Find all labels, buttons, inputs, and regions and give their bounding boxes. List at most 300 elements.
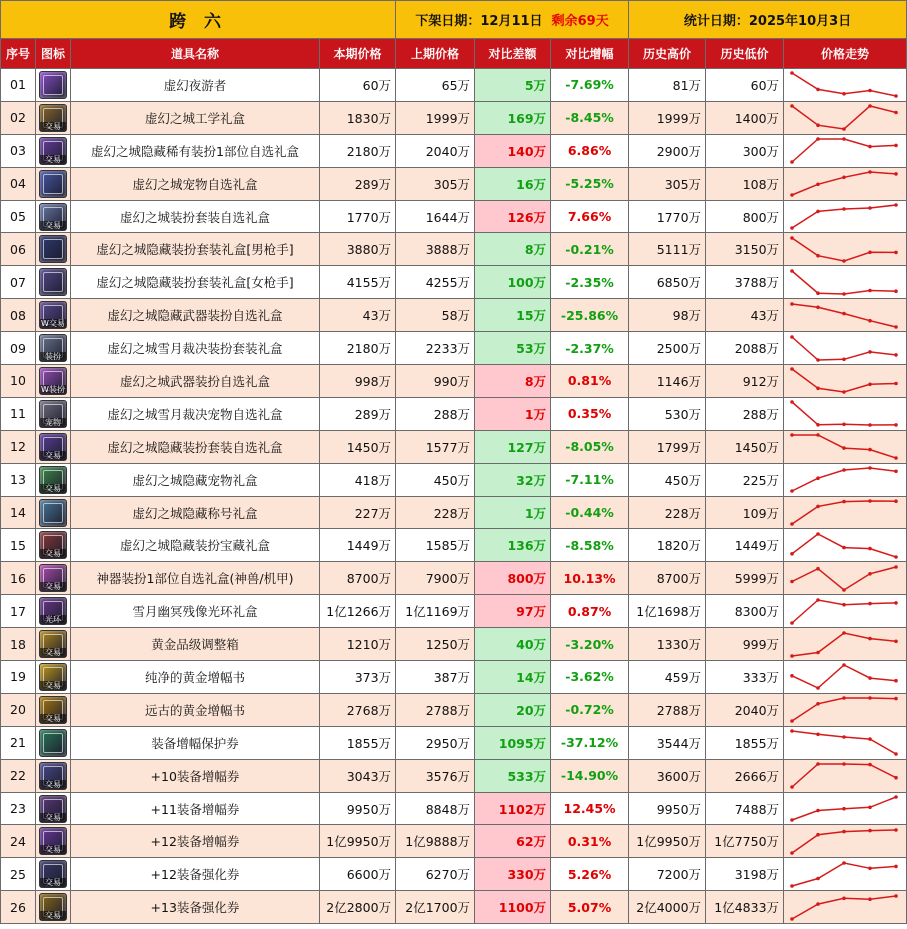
price-diff: 140万 [475, 134, 551, 167]
trend-point [842, 588, 846, 592]
current-price: 4155万 [320, 266, 396, 299]
previous-price: 6270万 [396, 858, 475, 891]
trend-point [868, 448, 872, 452]
trend-point [868, 383, 872, 387]
price-trend-cell [784, 430, 907, 463]
previous-price: 288万 [396, 397, 475, 430]
icon-tag: 交易 [40, 813, 66, 822]
trend-point [868, 866, 872, 870]
trend-point [842, 176, 846, 180]
snow-moon-box-icon [39, 334, 67, 362]
icon-tag: 交易 [40, 549, 66, 558]
trend-point [868, 319, 872, 323]
icon-tag: W交易 [41, 319, 65, 329]
trend-line [792, 633, 896, 656]
trend-point [816, 762, 820, 766]
trend-point [816, 505, 820, 509]
price-trend-sparkline [784, 530, 904, 561]
history-high: 2788万 [629, 693, 706, 726]
trend-point [842, 546, 846, 550]
previous-price: 1585万 [396, 529, 475, 562]
price-diff: 1102万 [475, 792, 551, 825]
trend-point [868, 466, 872, 470]
row-number: 25 [1, 858, 36, 891]
current-price: 1449万 [320, 529, 396, 562]
trend-point [816, 833, 820, 837]
trend-point [894, 289, 898, 293]
item-name: 虚幻之城隐藏武器装扮自选礼盒 [71, 299, 320, 332]
row-number: 17 [1, 595, 36, 628]
price-trend-cell [784, 233, 907, 266]
trend-point [816, 183, 820, 187]
trend-point [790, 818, 794, 822]
price-change-pct: 5.07% [551, 891, 629, 924]
previous-price: 387万 [396, 661, 475, 694]
item-name: +10装备增幅券 [71, 759, 320, 792]
item-name: 虚幻之城隐藏称号礼盒 [71, 496, 320, 529]
current-price: 2180万 [320, 332, 396, 365]
trend-point [868, 636, 872, 640]
trend-point [868, 763, 872, 767]
trend-point [894, 144, 898, 148]
item-icon-cell [36, 529, 71, 562]
item-icon-cell [36, 693, 71, 726]
previous-price: 4255万 [396, 266, 475, 299]
trend-line [792, 402, 896, 425]
item-name: 虚幻之城宠物自选礼盒 [71, 167, 320, 200]
pet-box-icon [39, 170, 67, 198]
trend-point [816, 902, 820, 906]
col-header-pct: 对比增幅 [551, 39, 629, 69]
item-icon-cell [36, 430, 71, 463]
trend-point [894, 250, 898, 254]
trend-point [790, 160, 794, 164]
trend-point [790, 884, 794, 888]
previous-price: 2040万 [396, 134, 475, 167]
trend-point [894, 203, 898, 207]
row-number: 14 [1, 496, 36, 529]
trend-point [868, 738, 872, 742]
trend-point [842, 861, 846, 865]
item-icon-cell [36, 397, 71, 430]
table-row [1, 529, 907, 562]
current-price: 2亿2800万 [320, 891, 396, 924]
price-trend-cell [784, 200, 907, 233]
price-trend-cell [784, 529, 907, 562]
price-trend-sparkline [784, 497, 904, 528]
previous-price: 65万 [396, 69, 475, 102]
col-header-low: 历史低价 [706, 39, 784, 69]
row-number: 23 [1, 792, 36, 825]
price-diff: 40万 [475, 628, 551, 661]
item-icon-cell [36, 69, 71, 102]
price-trend-sparkline [784, 760, 904, 791]
current-price: 998万 [320, 365, 396, 398]
row-number: 26 [1, 891, 36, 924]
history-high: 5111万 [629, 233, 706, 266]
trend-point [816, 532, 820, 536]
history-low: 60万 [706, 69, 784, 102]
item-name: +12装备增幅券 [71, 825, 320, 858]
icon-tag: 交易 [40, 648, 66, 657]
trend-point [868, 499, 872, 503]
trend-point [894, 555, 898, 559]
price-trend-sparkline [784, 135, 904, 166]
table-row [1, 661, 907, 694]
trend-point [842, 664, 846, 668]
trend-point [816, 687, 820, 691]
trend-line [792, 764, 896, 787]
male-gunner-avatar-icon [39, 235, 67, 263]
col-header-previous: 上期价格 [396, 39, 475, 69]
table-row [1, 101, 907, 134]
price-diff: 169万 [475, 101, 551, 134]
price-trend-cell [784, 496, 907, 529]
icon-tag: 宠物 [40, 418, 66, 427]
price-trend-sparkline [784, 892, 904, 923]
price-trend-cell [784, 365, 907, 398]
price-change-pct: -0.21% [551, 233, 629, 266]
trend-point [894, 864, 898, 868]
item-name: 虚幻之城隐藏宠物礼盒 [71, 463, 320, 496]
trend-line [792, 731, 896, 754]
trend-point [790, 489, 794, 493]
table-row [1, 628, 907, 661]
item-icon-cell [36, 858, 71, 891]
table-row [1, 858, 907, 891]
price-trend-sparkline [784, 793, 904, 824]
row-number: 24 [1, 825, 36, 858]
item-icon-cell [36, 891, 71, 924]
previous-price: 1577万 [396, 430, 475, 463]
price-diff: 1万 [475, 496, 551, 529]
history-high: 8700万 [629, 562, 706, 595]
price-change-pct: -8.05% [551, 430, 629, 463]
row-number: 15 [1, 529, 36, 562]
current-price: 1855万 [320, 726, 396, 759]
trend-point [816, 809, 820, 813]
current-price: 1770万 [320, 200, 396, 233]
item-name: 纯净的黄金增幅书 [71, 661, 320, 694]
trend-line [792, 139, 896, 162]
trend-point [790, 579, 794, 583]
trend-point [868, 250, 872, 254]
trend-point [842, 92, 846, 96]
table-row [1, 69, 907, 102]
current-price: 289万 [320, 397, 396, 430]
trend-point [790, 433, 794, 437]
trend-point [816, 358, 820, 362]
trend-line [792, 534, 896, 557]
price-change-pct: 7.66% [551, 200, 629, 233]
trend-point [868, 572, 872, 576]
row-number: 20 [1, 693, 36, 726]
trend-point [816, 567, 820, 571]
history-high: 1亿1698万 [629, 595, 706, 628]
price-diff: 330万 [475, 858, 551, 891]
history-high: 1亿9950万 [629, 825, 706, 858]
trend-point [790, 917, 794, 921]
trend-point [816, 387, 820, 391]
history-low: 109万 [706, 496, 784, 529]
price-trend-cell [784, 69, 907, 102]
trend-point [894, 639, 898, 643]
gold-book-icon [39, 663, 67, 691]
price-change-pct: -7.69% [551, 69, 629, 102]
previous-price: 1250万 [396, 628, 475, 661]
trend-point [868, 105, 872, 109]
trend-point [894, 172, 898, 176]
price-change-pct: -3.20% [551, 628, 629, 661]
history-high: 7200万 [629, 858, 706, 891]
previous-price: 3576万 [396, 759, 475, 792]
price-trend-cell [784, 759, 907, 792]
price-diff: 800万 [475, 562, 551, 595]
price-diff: 62万 [475, 825, 551, 858]
trend-point [894, 697, 898, 701]
row-number: 18 [1, 628, 36, 661]
trend-point [842, 292, 846, 296]
price-trend-cell [784, 661, 907, 694]
item-icon-cell [36, 365, 71, 398]
price-diff: 8万 [475, 233, 551, 266]
history-low: 333万 [706, 661, 784, 694]
row-number: 09 [1, 332, 36, 365]
trend-point [868, 89, 872, 93]
trend-point [790, 105, 794, 109]
history-high: 3544万 [629, 726, 706, 759]
price-trend-cell [784, 266, 907, 299]
trend-point [842, 137, 846, 141]
item-name: 虚幻之城工学礼盒 [71, 101, 320, 134]
row-number: 13 [1, 463, 36, 496]
previous-price: 1999万 [396, 101, 475, 134]
history-high: 98万 [629, 299, 706, 332]
price-trend-sparkline [784, 826, 904, 857]
col-header-trend: 价格走势 [784, 39, 907, 69]
history-low: 1855万 [706, 726, 784, 759]
purple-gift-box-icon [39, 137, 67, 165]
previous-price: 1亿1169万 [396, 595, 475, 628]
aura-box-icon [39, 597, 67, 625]
item-name: 虚幻之城装扮套装自选礼盒 [71, 200, 320, 233]
price-trend-sparkline [784, 69, 904, 100]
item-icon-cell [36, 200, 71, 233]
history-low: 1449万 [706, 529, 784, 562]
trend-point [842, 807, 846, 811]
col-header-diff: 对比差额 [475, 39, 551, 69]
price-trend-sparkline [784, 234, 904, 265]
price-diff: 126万 [475, 200, 551, 233]
trend-point [842, 423, 846, 427]
table-body [1, 69, 907, 924]
price-trend-cell [784, 299, 907, 332]
table-row [1, 365, 907, 398]
history-high: 1799万 [629, 430, 706, 463]
trend-point [816, 733, 820, 737]
row-number: 22 [1, 759, 36, 792]
trend-point [868, 697, 872, 701]
trend-point [842, 207, 846, 211]
trend-point [790, 226, 794, 230]
icon-tag: 交易 [40, 681, 66, 690]
price-diff: 32万 [475, 463, 551, 496]
price-change-pct: -0.72% [551, 693, 629, 726]
trend-line [792, 369, 896, 392]
trend-point [790, 552, 794, 556]
trend-point [868, 206, 872, 210]
price-change-pct: 12.45% [551, 792, 629, 825]
price-diff: 53万 [475, 332, 551, 365]
icon-tag: 交易 [40, 484, 66, 493]
current-price: 1450万 [320, 430, 396, 463]
remaining-days: 剩余69天 [551, 14, 609, 29]
price-diff: 8万 [475, 365, 551, 398]
previous-price: 1644万 [396, 200, 475, 233]
table-row [1, 200, 907, 233]
price-diff: 15万 [475, 299, 551, 332]
trend-line [792, 567, 896, 590]
item-name: 黄金品级调整箱 [71, 628, 320, 661]
history-high: 459万 [629, 661, 706, 694]
trend-point [894, 111, 898, 115]
row-number: 11 [1, 397, 36, 430]
history-high: 1770万 [629, 200, 706, 233]
history-high: 305万 [629, 167, 706, 200]
trend-point [894, 423, 898, 427]
trend-point [816, 210, 820, 214]
price-diff: 16万 [475, 167, 551, 200]
trend-point [790, 522, 794, 526]
history-low: 225万 [706, 463, 784, 496]
price-change-pct: -25.86% [551, 299, 629, 332]
item-icon-cell [36, 661, 71, 694]
price-change-pct: -3.62% [551, 661, 629, 694]
price-trend-cell [784, 825, 907, 858]
current-price: 1亿9950万 [320, 825, 396, 858]
trend-point [790, 401, 794, 405]
row-number: 07 [1, 266, 36, 299]
item-name: 远古的黄金增幅书 [71, 693, 320, 726]
price-change-pct: -7.11% [551, 463, 629, 496]
trend-point [894, 499, 898, 503]
trend-point [894, 795, 898, 799]
previous-price: 3888万 [396, 233, 475, 266]
icon-tag: 装扮 [40, 352, 66, 361]
item-name: 装备增幅保护券 [71, 726, 320, 759]
trend-point [894, 353, 898, 357]
price-trend-cell [784, 463, 907, 496]
history-high: 81万 [629, 69, 706, 102]
item-icon-cell [36, 628, 71, 661]
row-number: 10 [1, 365, 36, 398]
trend-point [816, 477, 820, 481]
price-trend-cell [784, 792, 907, 825]
table-row [1, 233, 907, 266]
previous-price: 305万 [396, 167, 475, 200]
item-name: 虚幻之城隐藏稀有装扮1部位自选礼盒 [71, 134, 320, 167]
item-icon-cell [36, 134, 71, 167]
history-low: 2666万 [706, 759, 784, 792]
price-trend-cell [784, 562, 907, 595]
history-low: 3150万 [706, 233, 784, 266]
server-title: 跨 六 [1, 1, 396, 39]
price-change-pct: 0.31% [551, 825, 629, 858]
table-row [1, 496, 907, 529]
trend-point [790, 674, 794, 678]
trend-line [792, 304, 896, 327]
trend-point [842, 357, 846, 361]
history-low: 2088万 [706, 332, 784, 365]
previous-price: 2233万 [396, 332, 475, 365]
trend-point [894, 325, 898, 329]
current-price: 2768万 [320, 693, 396, 726]
price-trend-sparkline [784, 629, 904, 660]
trend-point [868, 145, 872, 149]
previous-price: 2亿1700万 [396, 891, 475, 924]
table-row [1, 134, 907, 167]
trend-point [842, 762, 846, 766]
protect-ticket-icon [39, 729, 67, 757]
history-low: 3788万 [706, 266, 784, 299]
silver-box-icon [39, 203, 67, 231]
trend-point [868, 350, 872, 354]
price-change-pct: -8.45% [551, 101, 629, 134]
current-price: 60万 [320, 69, 396, 102]
price-diff: 14万 [475, 661, 551, 694]
table-row [1, 562, 907, 595]
trend-point [868, 170, 872, 174]
icon-tag: 交易 [40, 451, 66, 460]
item-name: 虚幻之城隐藏装扮套装礼盒[女枪手] [71, 266, 320, 299]
price-diff: 533万 [475, 759, 551, 792]
row-number: 21 [1, 726, 36, 759]
icon-tag: 交易 [40, 714, 66, 723]
trend-point [790, 720, 794, 724]
trend-point [842, 391, 846, 395]
purple-rune-icon [39, 71, 67, 99]
price-trend-cell [784, 167, 907, 200]
previous-price: 990万 [396, 365, 475, 398]
history-high: 450万 [629, 463, 706, 496]
table-row [1, 430, 907, 463]
trend-point [790, 729, 794, 733]
history-low: 8300万 [706, 595, 784, 628]
price-change-pct: 0.81% [551, 365, 629, 398]
plus10-ticket-icon [39, 762, 67, 790]
history-low: 2040万 [706, 693, 784, 726]
item-name: +13装备强化券 [71, 891, 320, 924]
table-row [1, 595, 907, 628]
artifact-box-icon [39, 564, 67, 592]
price-trend-cell [784, 101, 907, 134]
treasure-box-icon [39, 531, 67, 559]
history-low: 108万 [706, 167, 784, 200]
trend-point [842, 468, 846, 472]
item-name: +12装备强化券 [71, 858, 320, 891]
current-price: 3880万 [320, 233, 396, 266]
stat-date: 统计日期：2025年10月3日 [629, 1, 907, 39]
history-high: 9950万 [629, 792, 706, 825]
history-low: 288万 [706, 397, 784, 430]
item-icon-cell [36, 167, 71, 200]
previous-price: 1亿9888万 [396, 825, 475, 858]
history-high: 228万 [629, 496, 706, 529]
history-high: 6850万 [629, 266, 706, 299]
price-change-pct: -0.44% [551, 496, 629, 529]
history-high: 1820万 [629, 529, 706, 562]
trend-point [868, 547, 872, 551]
